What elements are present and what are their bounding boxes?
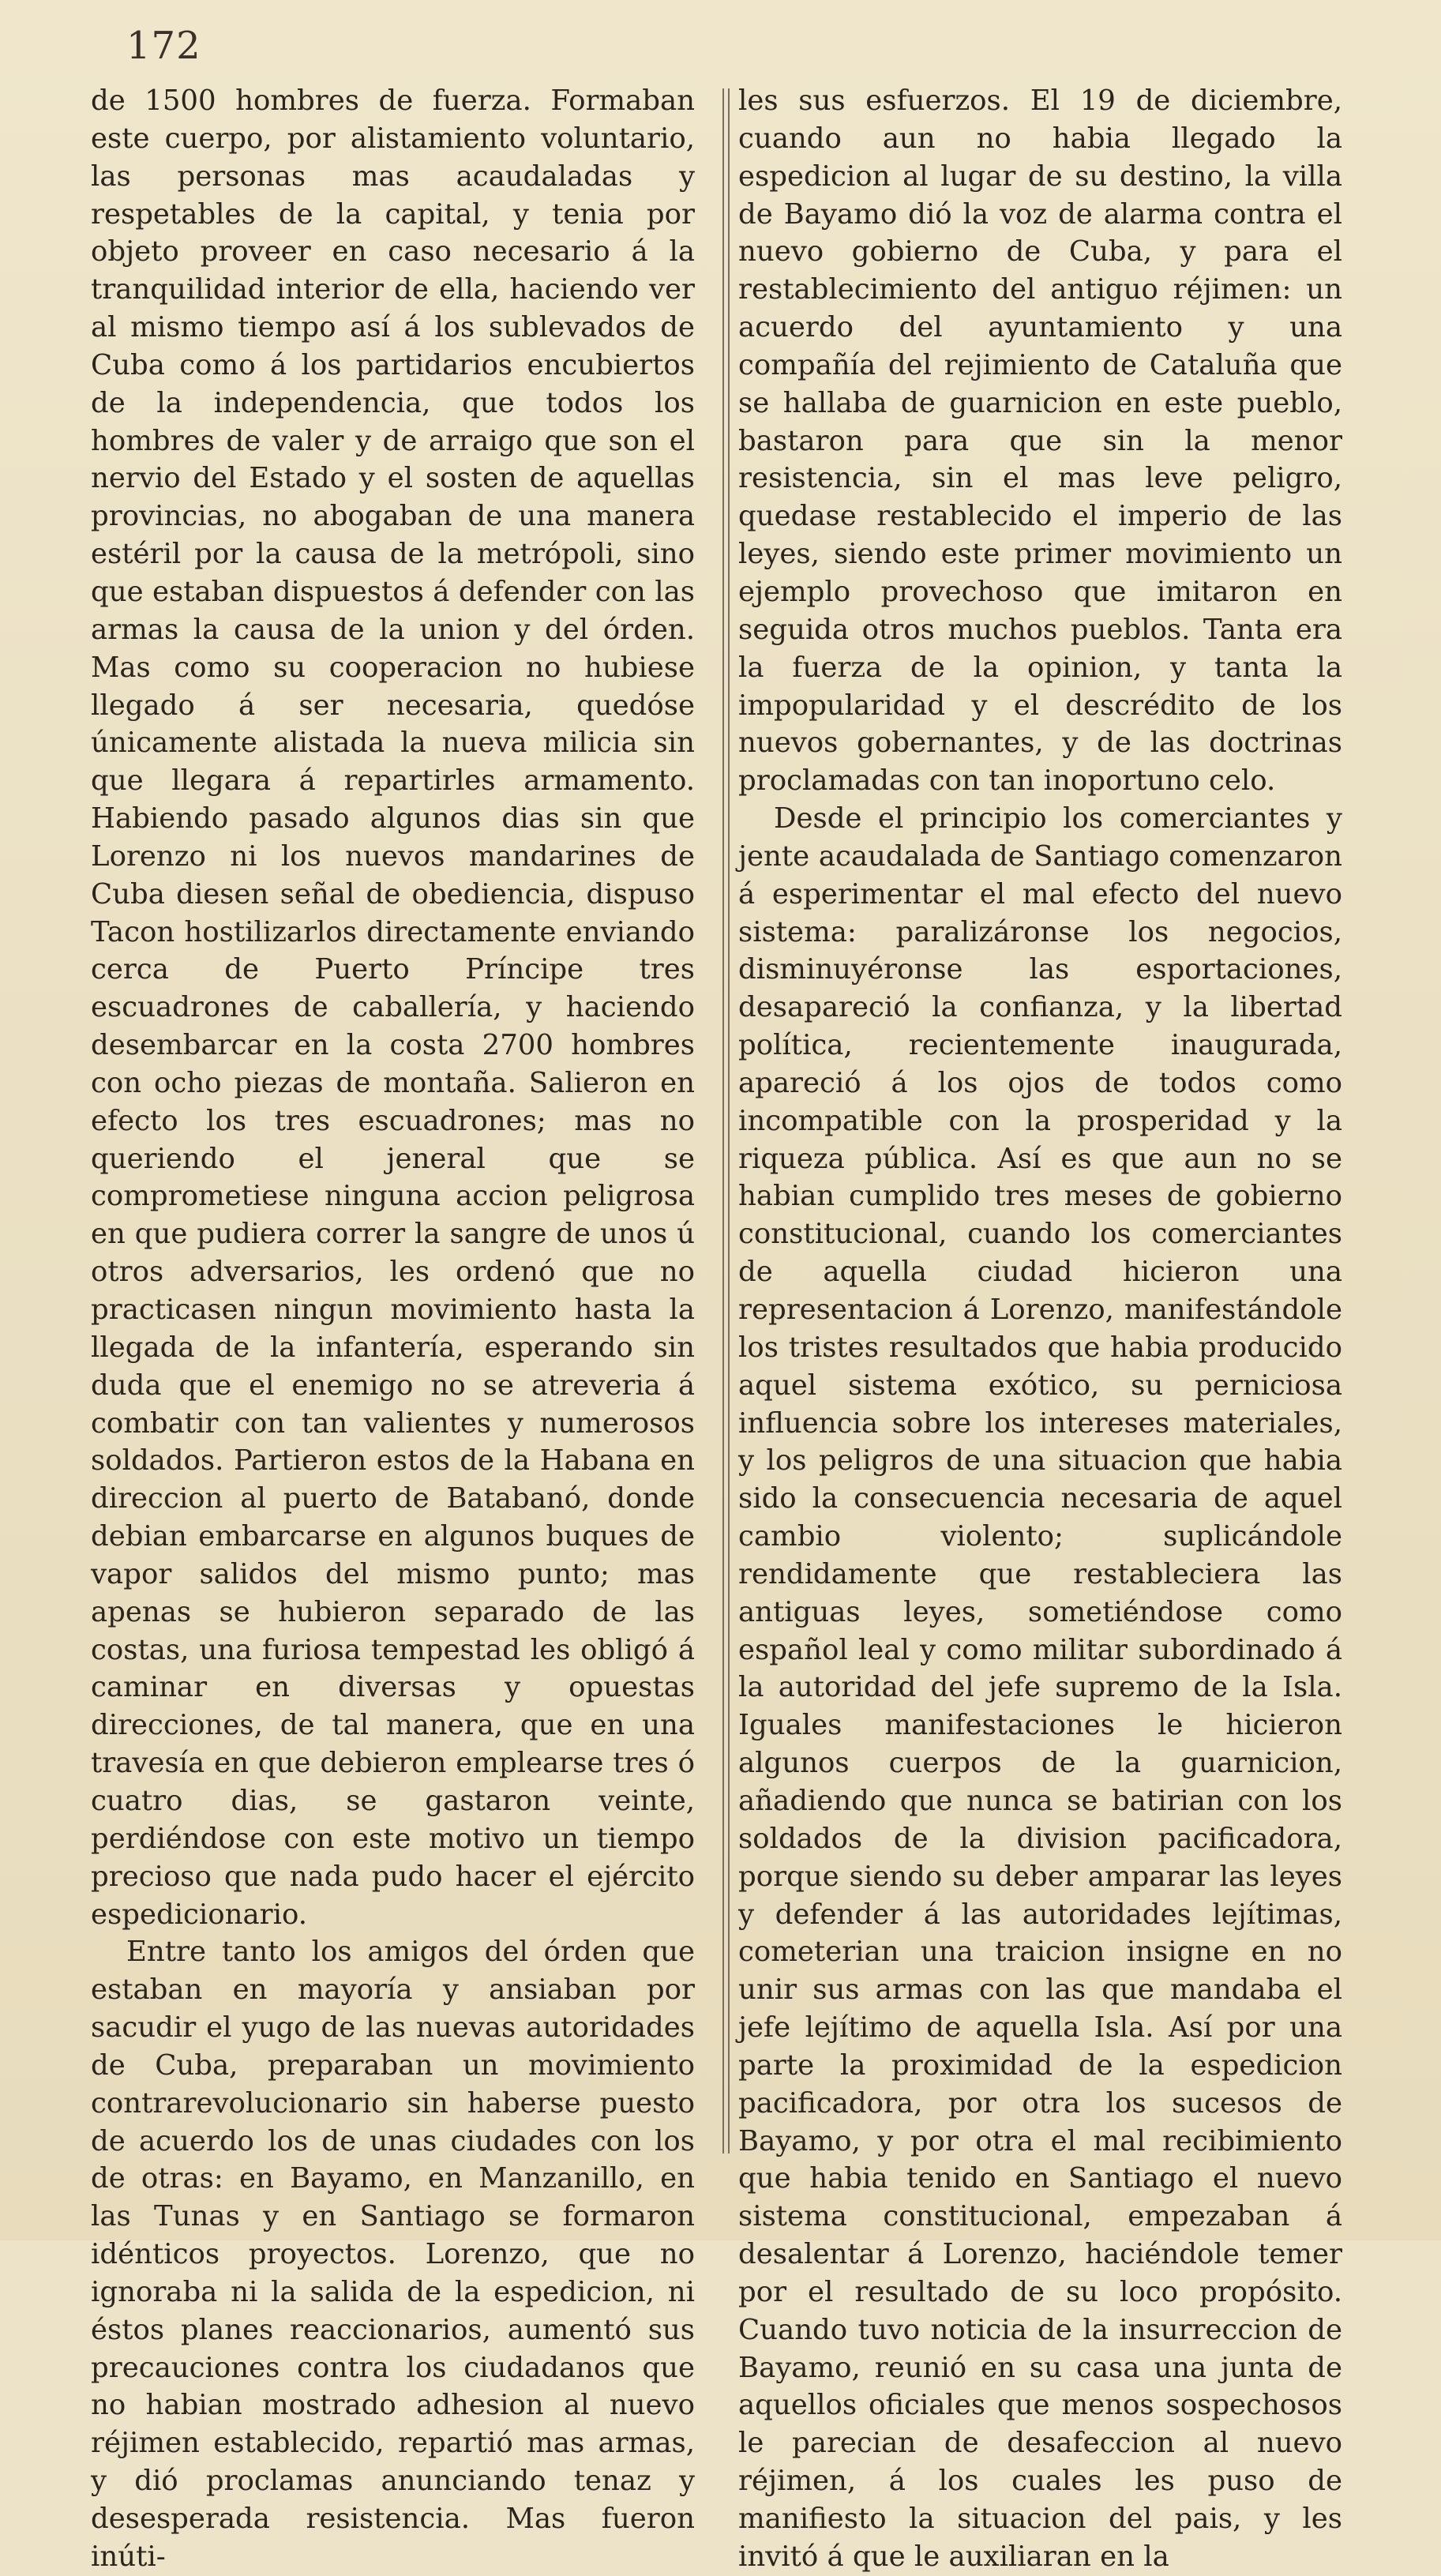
column-divider-left <box>722 88 724 2154</box>
paragraph: les sus esfuerzos. El 19 de diciembre, cuando aun no habia llegado la espedicion al lugar de su destino, la villa de Bayamo dió la voz de alarma contra el nuevo gobierno de Cuba, y para el restablecimiento del antiguo réjimen: un acuerdo del ayuntamiento y una compañía del rejimiento de Cataluña que se hallaba de guarnicion en este pueblo, bastaron para que sin la menor resistencia, sin el mas leve peligro, quedase restablecido el imperio de las leyes, siendo este primer movimiento un ejemplo provechoso que imitaron en seguida otros muchos pueblos. Tanta era la fuerza de la opinion, y tanta la impopularidad y el descrédito de los nuevos gobernantes, y de las doctrinas proclamadas con tan inoportuno celo. <box>738 84 1342 798</box>
column-divider-right <box>728 88 730 2154</box>
right-column <box>738 82 1342 2576</box>
page-number: 172 <box>126 24 201 68</box>
paragraph: Desde el principio los comerciantes y jente acaudalada de Santiago comenzaron á esperimentar el mal efecto del nuevo sistema: paralizáronse los negocios, disminuyéronse las esportaciones, desapareció la confianza, y la libertad política, recientemente inaugurada, apareció á los ojos de todos como incompatible con la prosperidad y la riqueza pública. Así es que aun no se habian cumplido tres meses de gobierno constitucional, cuando los comerciantes de aquella ciudad hicieron una representacion á Lorenzo, manifestándole los tristes resultados que habia producido aquel sistema exótico, su perniciosa influencia sobre los intereses materiales, y los peligros de una situacion que habia sido la consecuencia necesaria de aquel cambio violento; suplicándole rendidamente que restableciera las antiguas leyes, sometiéndose como español leal y como militar subordinado á la autoridad del jefe supremo de la Isla. Iguales manifestaciones le hicieron algunos cuerpos de la guarnicion, añadiendo que nunca se batirian con los soldados de la division pacificadora, porque siendo su deber amparar las leyes y defender á las autoridades lejítimas, cometerian una traicion insigne en no unir sus armas con las que mandaba el jefe lejítimo de aquella Isla. Así por una parte la proximidad de la espedicion pacificadora, por otra los sucesos de Bayamo, y por otra el mal recibimiento que habia tenido en Santiago el nuevo sistema constitucional, empezaban á desalentar á Lorenzo, haciéndole temer por el resultado de su loco propósito. Cuando tuvo noticia de la insurreccion de Bayamo, reunió en su casa una junta de aquellos oficiales que menos sospechosos le parecian de desafeccion al nuevo réjimen, á los cuales les puso de manifiesto la situacion del pais, y les invitó á que le auxiliaran en la <box>738 802 1342 2573</box>
left-column <box>91 82 695 2576</box>
paragraph: de 1500 hombres de fuerza. Formaban este cuerpo, por alistamiento voluntario, las personas mas acaudaladas y respetables de la capital, y tenia por objeto proveer en caso necesario á la tranquilidad interior de ella, haciendo ver al mismo tiempo así á los sublevados de Cuba como á los partidarios encubiertos de la independencia, que todos los hombres de valer y de arraigo que son el nervio del Estado y el sosten de aquellas provincias, no abogaban de una manera estéril por la causa de la metrópoli, sino que estaban dispuestos á defender con las armas la causa de la union y del órden. Mas como su cooperacion no hubiese llegado á ser necesaria, quedóse únicamente alistada la nueva milicia sin que llegara á repartirles armamento. Habiendo pasado algunos dias sin que Lorenzo ni los nuevos mandarines de Cuba diesen señal de obediencia, dispuso Tacon hostilizarlos directamente enviando cerca de Puerto Príncipe tres escuadrones de caballería, y haciendo desembarcar en la costa 2700 hombres con ocho piezas de montaña. Salieron en efecto los tres escuadrones; mas no queriendo el jeneral que se comprometiese ninguna accion peligrosa en que pudiera correr la sangre de unos ú otros adversarios, les ordenó que no practicasen ningun movimiento hasta la llegada de la infantería, esperando sin duda que el enemigo no se atreveria á combatir con tan valientes y numerosos soldados. Partieron estos de la Habana en direccion al puerto de Batabanó, donde debian embarcarse en algunos buques de vapor salidos del mismo punto; mas apenas se hubieron separado de las costas, una furiosa tempestad les obligó á caminar en diversas y opuestas direcciones, de tal manera, que en una travesía en que debieron emplearse tres ó cuatro dias, se gastaron veinte, perdiéndose con este motivo un tiempo precioso que nada pudo hacer el ejército espedicionario. <box>91 84 695 1931</box>
paragraph: Entre tanto los amigos del órden que estaban en mayoría y ansiaban por sacudir el yugo de las nuevas autoridades de Cuba, preparaban un movimiento contrarevolucionario sin haberse puesto de acuerdo los de unas ciudades con los de otras: en Bayamo, en Manzanillo, en las Tunas y en Santiago se formaron idénticos proyectos. Lorenzo, que no ignoraba ni la salida de la espedicion, ni éstos planes reaccionarios, aumentó sus precauciones contra los ciudadanos que no habian mostrado adhesion al nuevo réjimen establecido, repartió mas armas, y dió proclamas anunciando tenaz y desesperada resistencia. Mas fueron inúti- <box>91 1936 695 2573</box>
